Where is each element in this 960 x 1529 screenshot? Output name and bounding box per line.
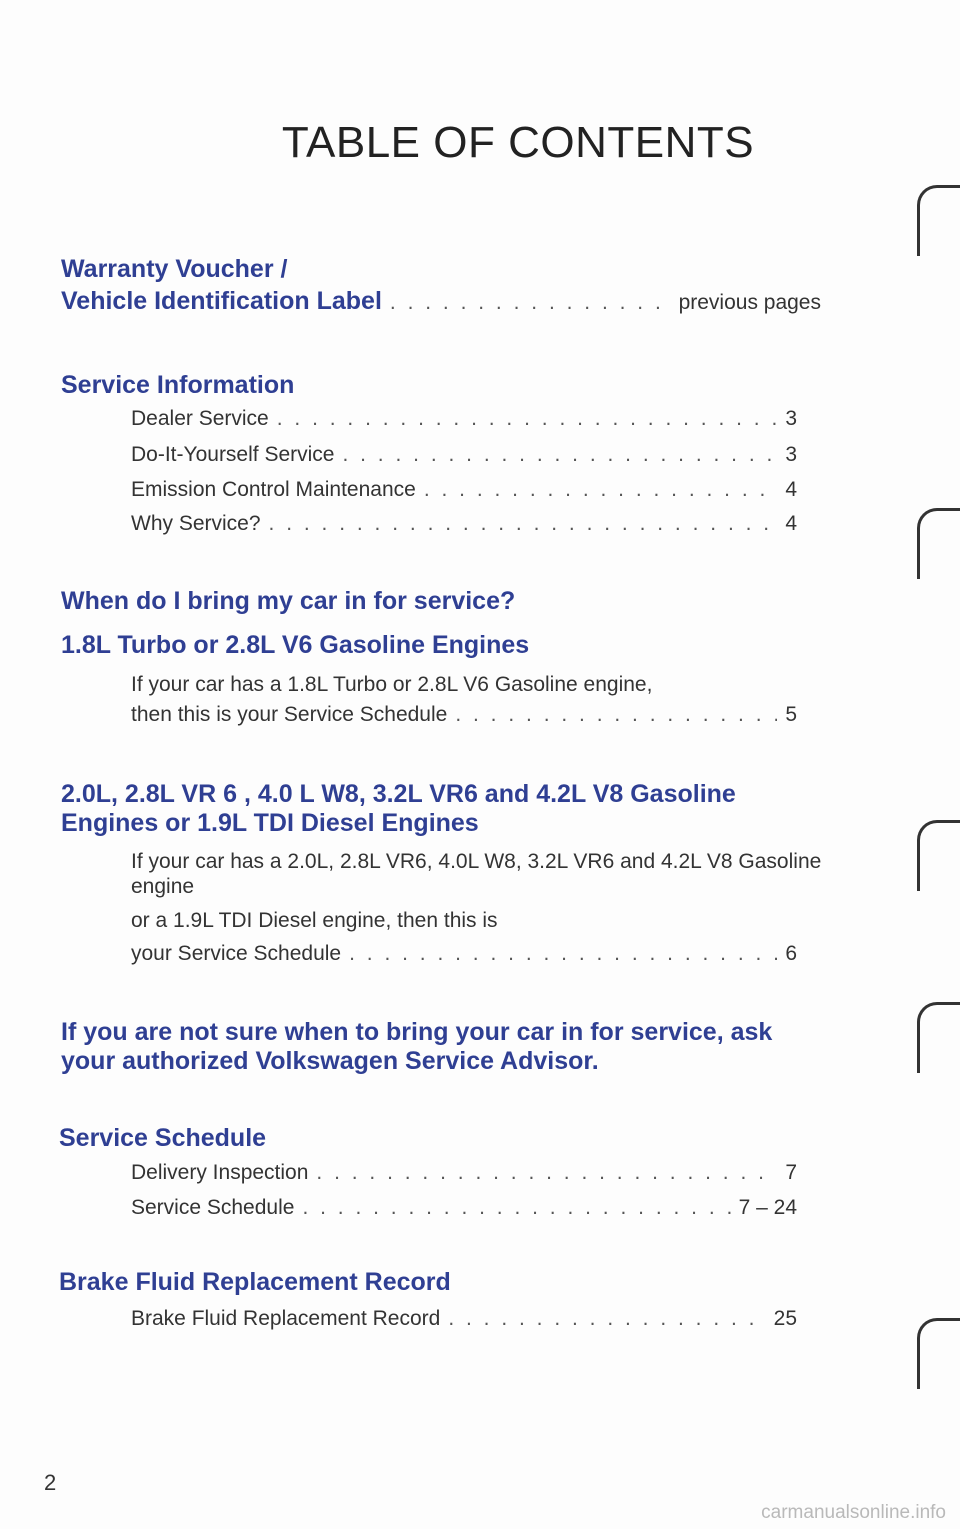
toc-entry-why-service[interactable] [131, 512, 797, 536]
engines-1-text: If your car has a 1.8L Turbo or 2.8L V6 Gasoline engine, [131, 673, 653, 696]
entry-page: 3 [785, 443, 797, 466]
toc-entry-diy-service[interactable] [131, 443, 797, 467]
entry-page: 3 [785, 407, 797, 430]
engines-2-heading-line2: Engines or 1.9L TDI Diesel Engines [61, 809, 479, 837]
page-edge-tab [917, 1002, 960, 1073]
leader-dots [349, 942, 777, 966]
watermark: carmanualsonline.info [761, 1502, 946, 1523]
page-title: TABLE OF CONTENTS [281, 118, 755, 167]
leader-dots [302, 1196, 730, 1220]
toc-entry-schedule-1[interactable] [131, 703, 797, 727]
leader-dots [342, 443, 777, 467]
page-edge-tab [917, 820, 960, 891]
entry-label: Brake Fluid Replacement Record [131, 1307, 441, 1330]
warranty-heading-line1: Warranty Voucher / [61, 255, 288, 283]
entry-label: Dealer Service [131, 407, 269, 430]
entry-page: 4 [785, 478, 797, 501]
advice-line2: your authorized Volkswagen Service Advisor. [61, 1047, 599, 1075]
engines-2-text-line3: or a 1.9L TDI Diesel engine, then this is [131, 909, 498, 932]
page-edge-tab [917, 185, 960, 256]
warranty-entry [61, 286, 821, 316]
entry-label: then this is your Service Schedule [131, 703, 448, 726]
entry-label: Service Schedule [131, 1196, 295, 1219]
entry-page: 4 [785, 512, 797, 535]
schedule-heading: Service Schedule [59, 1124, 267, 1152]
page-edge-tab [917, 1318, 960, 1389]
page-edge-tab [917, 508, 960, 579]
leader-dots [277, 407, 778, 431]
toc-entry-brake-fluid[interactable] [131, 1307, 797, 1331]
page-number: 2 [44, 1470, 57, 1495]
when-heading: When do I bring my car in for service? [61, 587, 516, 615]
entry-label: your Service Schedule [131, 942, 342, 965]
entry-label: Delivery Inspection [131, 1161, 309, 1184]
engines-2-heading-line1: 2.0L, 2.8L VR 6 , 4.0 L W8, 3.2L VR6 and 4.2L V8 Gasoline [61, 780, 736, 808]
brake-heading: Brake Fluid Replacement Record [59, 1268, 451, 1296]
entry-page: 7 [785, 1161, 797, 1184]
toc-entry-delivery-inspection[interactable] [131, 1161, 797, 1185]
engines-2-text-line1: If your car has a 2.0L, 2.8L VR6, 4.0L W8, 3.2L VR6 and 4.2L V8 Gasoline [131, 850, 822, 873]
entry-label: Do-It-Yourself Service [131, 443, 335, 466]
warranty-heading-line2: Vehicle Identification Label [61, 287, 382, 315]
entry-label: Emission Control Maintenance [131, 478, 416, 501]
entry-page: 25 [773, 1307, 797, 1330]
entry-page: 5 [785, 703, 797, 726]
engines-1-heading: 1.8L Turbo or 2.8L V6 Gasoline Engines [61, 631, 530, 659]
leader-dots [316, 1161, 777, 1185]
entry-page: 7 – 24 [738, 1196, 797, 1219]
warranty-page: previous pages [678, 291, 821, 314]
entry-label: Why Service? [131, 512, 261, 535]
engines-2-text-line2: engine [131, 875, 195, 898]
service-info-heading: Service Information [61, 371, 295, 399]
leader-dots [424, 478, 778, 502]
leader-dots [455, 703, 777, 727]
leader-dots [269, 512, 778, 536]
leader-dots [448, 1307, 765, 1331]
toc-entry-dealer-service[interactable] [131, 407, 797, 431]
leader-dots [390, 291, 671, 315]
entry-page: 6 [785, 942, 797, 965]
toc-entry-schedule-2[interactable] [131, 942, 797, 966]
toc-entry-service-schedule[interactable] [131, 1196, 797, 1220]
advice-line1: If you are not sure when to bring your car in for service, ask [61, 1018, 773, 1046]
toc-entry-emission-control[interactable] [131, 478, 797, 502]
